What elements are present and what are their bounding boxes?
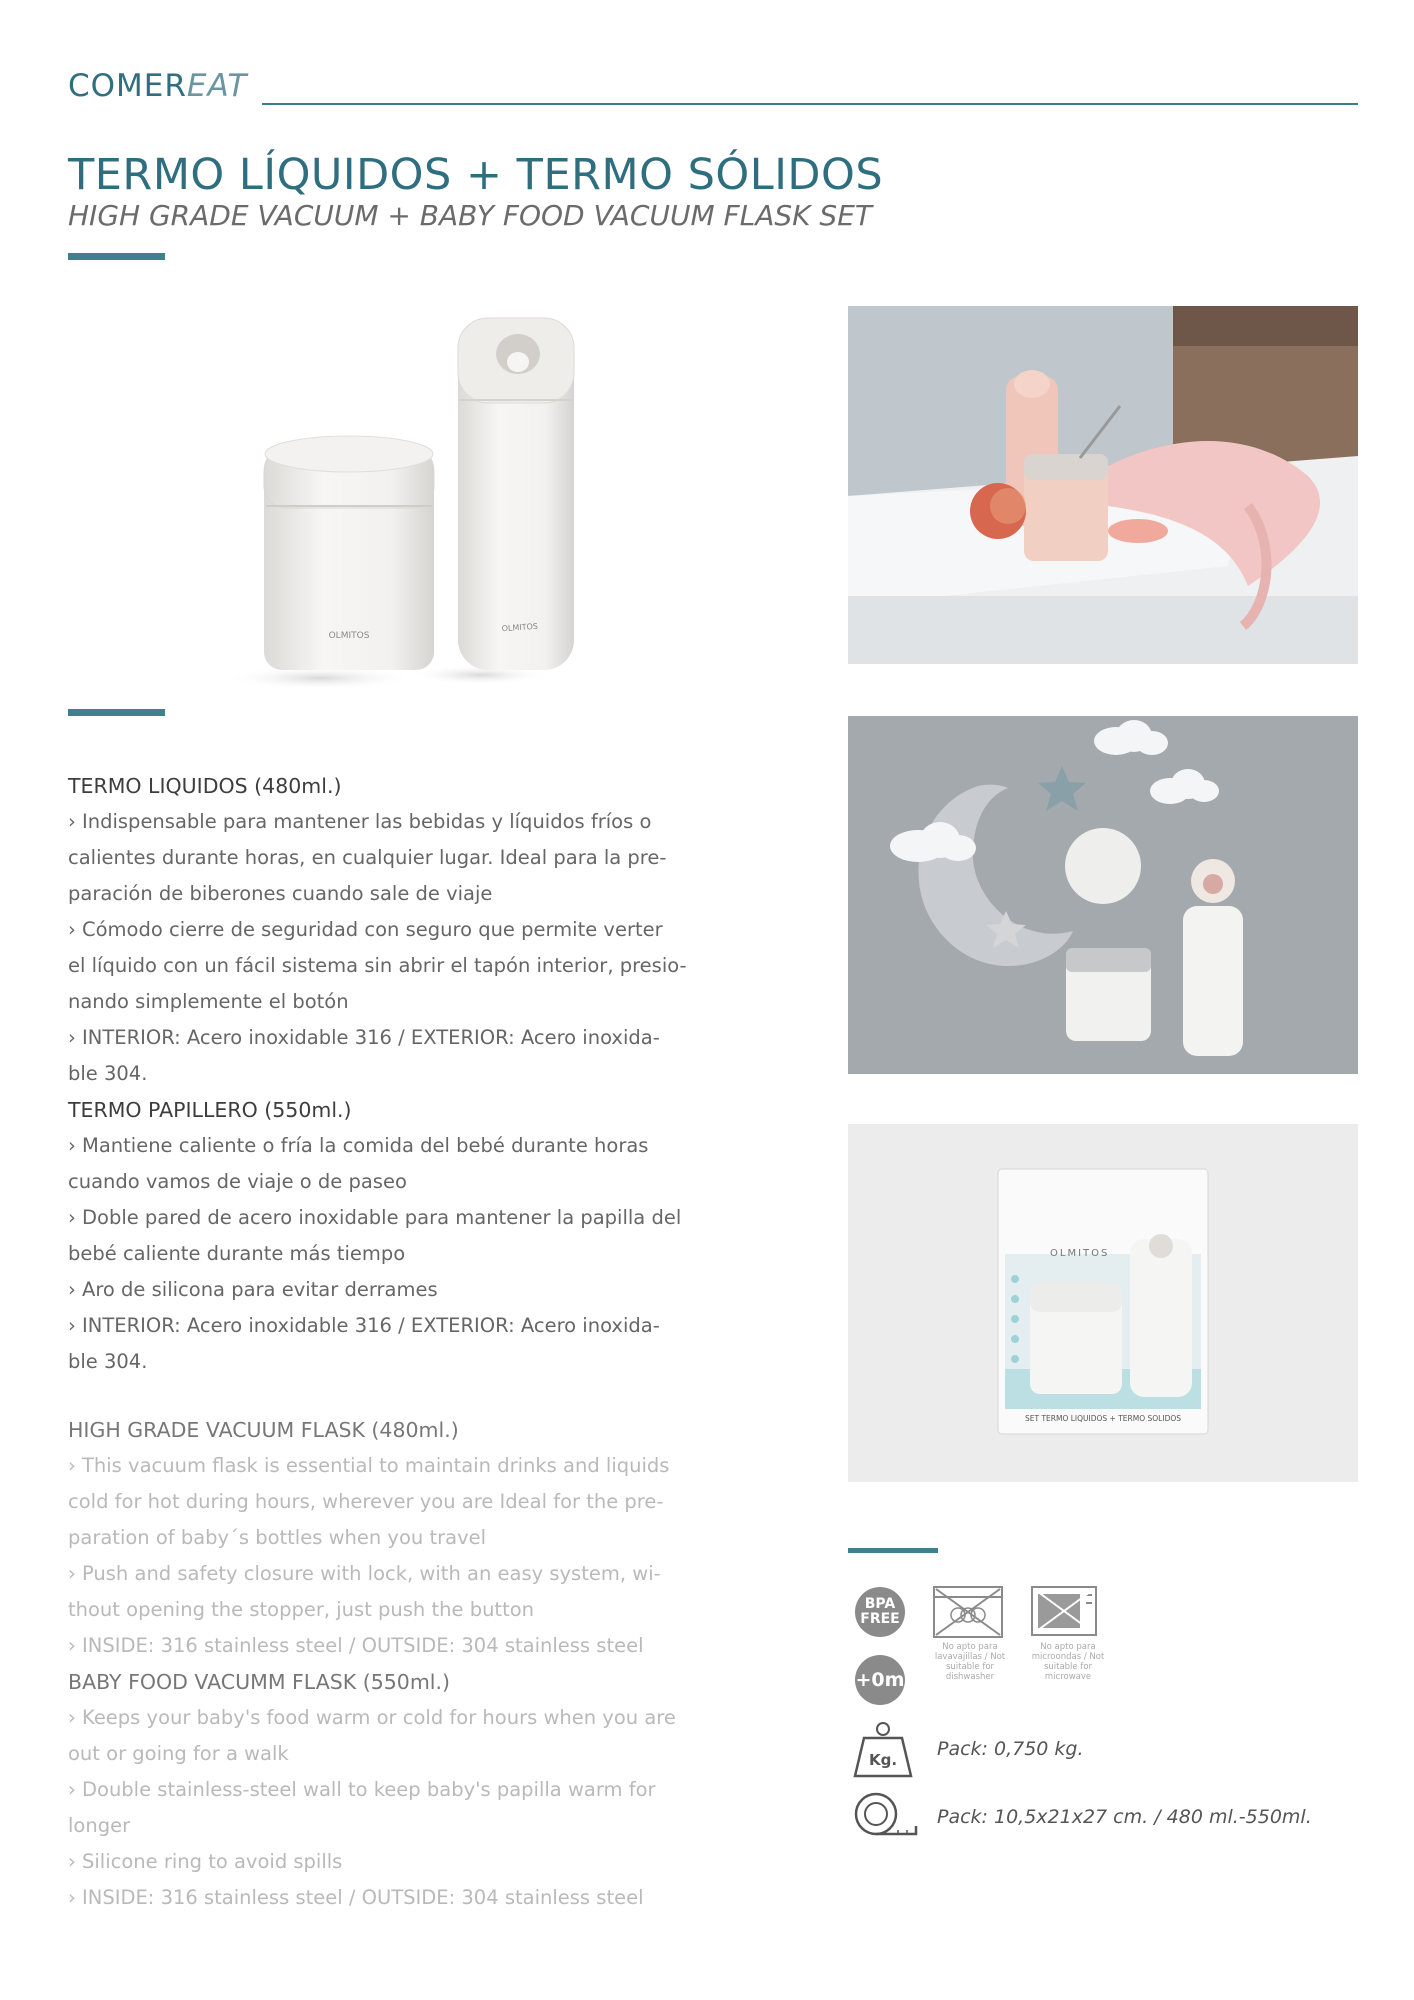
text-line: › Silicone ring to avoid spills	[68, 1850, 343, 1873]
icons-accent-bar	[848, 1548, 938, 1553]
text-line: bebé caliente durante más tiempo	[68, 1242, 406, 1265]
jar-brand-label: OLMITOS	[328, 631, 370, 641]
lifestyle-photo-kitchen	[848, 306, 1358, 664]
text-line: › Doble pared de acero inoxidable para mantener la papilla del	[68, 1206, 682, 1229]
heading-vacuum-flask: HIGH GRADE VACUUM FLASK (480ml.)	[68, 1418, 459, 1442]
text-line: longer	[68, 1814, 131, 1837]
text-line: paración de biberones cuando sale de viaje	[68, 882, 493, 905]
text-line: › Double stainless-steel wall to keep baby's papilla warm for	[68, 1778, 656, 1801]
brand-part-comer: COMER	[68, 68, 187, 104]
text-line: ble 304.	[68, 1062, 148, 1085]
header-rule	[262, 103, 1358, 105]
measuring-tape-icon	[852, 1790, 920, 1845]
text-line: › INTERIOR: Acero inoxidable 316 / EXTERIOR: Acero inoxida-	[68, 1026, 660, 1049]
section-accent-bar	[68, 709, 165, 716]
heading-termo-liquidos: TERMO LIQUIDOS (480ml.)	[68, 774, 342, 798]
text-line: › Push and safety closure with lock, with an easy system, wi-	[68, 1562, 661, 1585]
english-description	[68, 1412, 713, 1916]
text-line: › INSIDE: 316 stainless steel / OUTSIDE: 304 stainless steel	[68, 1634, 644, 1657]
title-accent-bar	[68, 253, 165, 260]
packaging-photo	[848, 1124, 1358, 1482]
pack-weight: Pack: 0,750 kg.	[937, 1738, 1084, 1760]
text-line: paration of baby´s bottles when you travel	[68, 1526, 487, 1549]
text-line: out or going for a walk	[68, 1742, 289, 1765]
product-image	[230, 300, 610, 700]
text-line: cuando vamos de viaje o de paseo	[68, 1170, 407, 1193]
heading-termo-papillero: TERMO PAPILLERO (550ml.)	[68, 1098, 352, 1122]
text-line: ble 304.	[68, 1350, 148, 1373]
page-title: TERMO LÍQUIDOS + TERMO SÓLIDOS	[68, 150, 884, 200]
text-line: › This vacuum flask is essential to maintain drinks and liquids	[68, 1454, 670, 1477]
text-line: › INTERIOR: Acero inoxidable 316 / EXTERIOR: Acero inoxida-	[68, 1314, 660, 1337]
text-line: › Indispensable para mantener las bebidas y líquidos fríos o	[68, 810, 652, 833]
text-line: thout opening the stopper, just push the button	[68, 1598, 535, 1621]
no-microwave-icon	[1030, 1585, 1098, 1642]
weight-icon-label: Kg.	[868, 1751, 898, 1769]
text-line: › Keeps your baby's food warm or cold for hours when you are	[68, 1706, 676, 1729]
brand-logo	[68, 68, 247, 104]
bpa-text: BPA	[864, 1596, 896, 1612]
text-line: cold for hot during hours, wherever you are Ideal for the pre-	[68, 1490, 664, 1513]
heading-baby-food-flask: BABY FOOD VACUMM FLASK (550ml.)	[68, 1670, 451, 1694]
spanish-description	[68, 768, 713, 1380]
no-microwave-caption: No apto para microondas / Not suitable for microwave	[1031, 1642, 1105, 1682]
brand-part-eat: EAT	[186, 68, 248, 104]
text-line: › INSIDE: 316 stainless steel / OUTSIDE: 304 stainless steel	[68, 1886, 644, 1909]
text-line: › Aro de silicona para evitar derrames	[68, 1278, 438, 1301]
text-line: › Mantiene caliente o fría la comida del bebé durante horas	[68, 1134, 649, 1157]
free-text: FREE	[860, 1611, 900, 1627]
age-badge: +0m	[855, 1655, 905, 1705]
lifestyle-photo-wall	[848, 716, 1358, 1074]
text-line: calientes durante horas, en cualquier lugar. Ideal para la pre-	[68, 846, 667, 869]
box-product-label: SET TERMO LIQUIDOS + TERMO SOLIDOS	[1024, 1414, 1182, 1423]
no-dishwasher-icon	[932, 1585, 1004, 1644]
text-line: nando simplemente el botón	[68, 990, 349, 1013]
bpa-free-badge	[855, 1587, 905, 1637]
no-dishwasher-caption: No apto para lavavajillas / Not suitable for dishwasher	[934, 1642, 1006, 1682]
pack-size: Pack: 10,5x21x27 cm. / 480 ml.-550ml.	[937, 1806, 1312, 1828]
weight-icon	[852, 1720, 914, 1783]
box-brand-label: OLMITOS	[1050, 1248, 1110, 1259]
text-line: › Cómodo cierre de seguridad con seguro que permite verter	[68, 918, 663, 941]
bottle-brand-label: OLMITOS	[501, 621, 539, 634]
page-subtitle: HIGH GRADE VACUUM + BABY FOOD VACUUM FLASK SET	[68, 199, 872, 232]
text-line: el líquido con un fácil sistema sin abrir el tapón interior, presio-	[68, 954, 687, 977]
